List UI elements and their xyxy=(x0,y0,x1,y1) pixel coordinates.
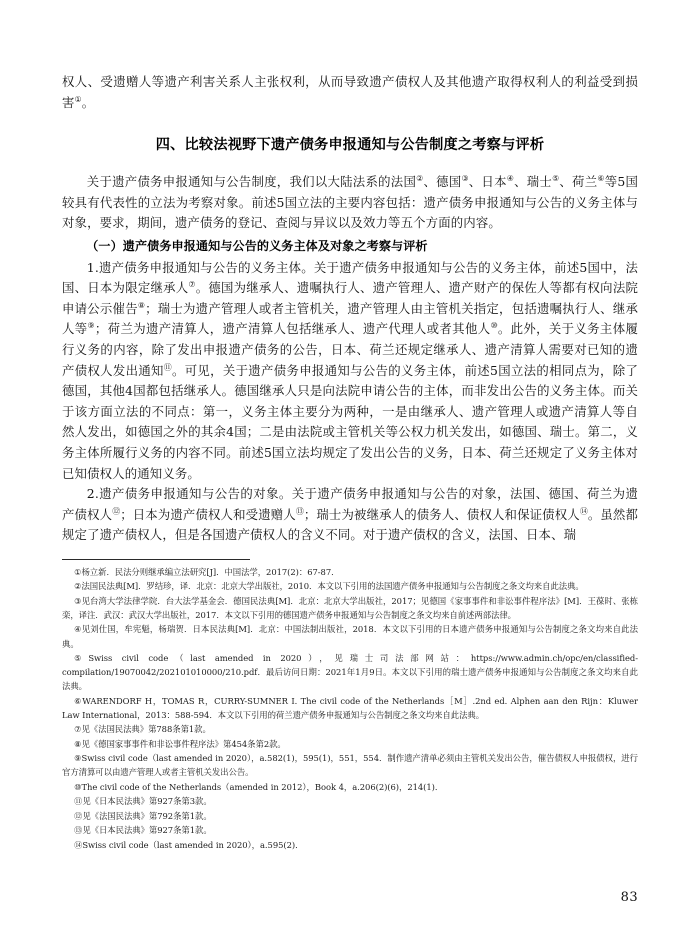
footnote-ref-1: ① xyxy=(74,94,82,104)
footnote-marker: ② xyxy=(74,581,82,592)
paragraph-obligated-subject xyxy=(62,258,638,485)
paragraph-3-part-b: ；日本为遗产债权人和受遗赠人 xyxy=(120,506,296,522)
footnote-marker: ⑦ xyxy=(74,724,82,735)
footnote-text: 见《日本民法典》第927条第1款。 xyxy=(82,825,212,836)
footnote-text: Swiss civil code（last amended in 2020），a.582(1)，595(1)，551，554．制作遗产清单必须由主管机关发出公告，催告债权人申报债权，进行官方清算可以由遗产管理人或者主管机关发出公告。 xyxy=(62,753,638,778)
footnote-ref-13: ⑬ xyxy=(295,506,304,516)
footnote-ref-11: ⑪ xyxy=(163,362,172,372)
carryover-paragraph-text: 权人、受遗赠人等遗产利害关系人主张权利，从而导致遗产债权人及其他遗产取得权利人的利益受到损害 xyxy=(62,74,638,110)
footnote-text: 法国民法典[M]．罗结珍，译．北京：北京大学出版社，2010．本文以下引用的法国遗产债务申报通知与公告制度之条文均来自此法典。 xyxy=(81,581,584,592)
paragraph-intro-part-a: 关于遗产债务申报通知与公告制度，我们以大陆法系的法国 xyxy=(86,174,417,190)
subsection-heading-1: （一）遗产债务申报通知与公告的义务主体及对象之考察与评析 xyxy=(86,238,428,253)
footnote-text: 见刘仕国，牟宪魁，杨瑞贺．日本民法典[M]．北京：中国法制出版社，2018．本文以下引用的日本遗产债务申报通知与公告制度之条文均来自此法典。 xyxy=(62,624,638,649)
footnote-item xyxy=(62,594,638,622)
footnote-item xyxy=(62,780,638,794)
footnote-marker: ④ xyxy=(74,624,82,635)
footnote-text: 见《日本民法典》第927条第3款。 xyxy=(82,796,212,807)
section-heading: 四、比较法视野下遗产债务申报通知与公告制度之考察与评析 xyxy=(155,137,545,154)
footnote-item xyxy=(62,651,638,693)
footnote-marker: ⑭ xyxy=(74,839,83,850)
paragraph-intro xyxy=(62,172,638,234)
footnote-item xyxy=(62,694,638,722)
carryover-paragraph xyxy=(62,72,638,113)
paragraph-2-part-a: 1.遗产债务申报通知与公告的义务主体。关于遗产债务申报通知与公告的义务主体，前述5国中，法国、日本为限定继承人 xyxy=(62,259,638,296)
footnote-item xyxy=(62,722,638,736)
footnote-ref-5: ⑤ xyxy=(552,174,560,184)
footnote-list xyxy=(62,565,638,852)
footnote-item xyxy=(62,565,638,579)
footnote-marker: ⑬ xyxy=(74,825,83,836)
paragraph-3-part-a: 2.遗产债务申报通知与公告的对象。关于遗产债务申报通知与公告的对象，法国、德国、荷兰为遗产债权人 xyxy=(62,486,638,522)
footnote-ref-6: ⑥ xyxy=(597,174,605,184)
footnote-ref-12: ⑫ xyxy=(112,506,121,516)
footnote-text: 见《法国民法典》第788条第1款。 xyxy=(81,724,211,735)
footnote-text: 见《法国民法典》第792条第1款。 xyxy=(82,810,212,821)
footnote-text: 见《德国家事事件和非讼事件程序法》第454条第2款。 xyxy=(81,738,286,749)
footnote-text: Swiss civil code（last amended in 2020），见瑞士司法部网站：https://www.admin.ch/opc/en/classified-compilation/19070042/202101010000/210.pdf．最后访问日期：2021年1月9日。本文以下引用的瑞士遗产债务申报通知与公告制度之条文均来自此法典。 xyxy=(62,653,638,692)
footnote-text: 见台湾大学法律学院．台大法学基金会．德国民法典[M]．北京：北京大学出版社，2017；见德国《家事事件和非讼事件程序法》[M]．王葆时、张栋栾，译注．武汉：武汉大学出版社，2017．本文以下引用的德国遗产债务申报通知与公告制度之条文均来自前述两部法律。 xyxy=(62,595,638,620)
footnote-ref-7: ⑦ xyxy=(188,280,196,290)
footnote-item xyxy=(62,751,638,779)
footnote-marker: ⑫ xyxy=(74,810,83,821)
page-number: 83 xyxy=(620,890,638,905)
paragraph-2-part-c: ；瑞士为遗产管理人或者主管机关，遗产管理人由主管机关指定，包括遗嘱执行人、继承人等 xyxy=(62,300,638,337)
paragraph-intro-part-e: 、荷兰 xyxy=(559,174,598,190)
paragraph-intro-part-d: 、瑞士 xyxy=(514,174,553,190)
footnote-marker: ⑨ xyxy=(74,753,82,764)
footnote-ref-10: ⑩ xyxy=(490,321,498,331)
footnote-item xyxy=(62,794,638,808)
footnote-marker: ⑤ xyxy=(74,653,89,663)
paragraph-2-part-e: 。此外，关于义务主体履行义务的内容，除了发出申报遗产债务的公告，日本、荷兰还规定继承人、遗产清算人需要对已知的遗产债权人发出通知 xyxy=(62,321,638,378)
paragraph-notice-object xyxy=(62,484,638,546)
footnote-text: The civil code of the Netherlands（amended in 2012），Book 4，a.206(2)(6)，214(1)． xyxy=(81,781,444,792)
footnote-divider xyxy=(62,559,250,560)
paragraph-intro-part-b: 、德国 xyxy=(423,174,462,190)
footnote-marker: ⑧ xyxy=(74,738,82,749)
paragraph-intro-part-c: 、日本 xyxy=(468,174,507,190)
footnote-text: Swiss civil code（last amended in 2020），a.595(2)． xyxy=(82,839,304,850)
footnote-item xyxy=(62,737,638,751)
paragraph-2-part-d: ；荷兰为遗产清算人，遗产清算人包括继承人、遗产代理人或者其他人 xyxy=(94,321,491,337)
footnote-ref-2: ② xyxy=(416,174,424,184)
footnote-text: WARENDORF H，TOMAS R，CURRY-SUMNER I. The civil code of the Netherlands［M］.2nd ed. Alphen aan den Rijn：Kluwer Law International，2013：588-594．本文以下引用的荷兰遗产债务申报通知与公告制度之条文均来自此法典。 xyxy=(62,695,638,720)
footnote-marker: ⑥ xyxy=(74,695,83,706)
footnote-ref-14: ⑭ xyxy=(579,506,588,516)
footnote-ref-8: ⑧ xyxy=(137,300,146,310)
footnote-marker: ① xyxy=(74,566,82,577)
footnote-ref-3: ③ xyxy=(461,174,469,184)
footnote-item xyxy=(62,809,638,823)
footnote-item xyxy=(62,823,638,837)
footnote-item xyxy=(62,622,638,650)
paragraph-2-part-f: 。可见，关于遗产债务申报通知与公告的义务主体，前述5国立法的相同点为，除了德国，其他4国都包括继承人。德国继承人只是向法院申请公告的主体，而非发出公告的义务主体。而关于该方面立法的不同点：第一，义务主体主要分为两种，一是由继承人、遗产管理人或遗产清算人等自然人发出，如德国之外的其余4国；二是由法院或主管机关等公权力机关发出，如德国、瑞士。第二，义务主体所履行义务的内容不同。前述5国立法均规定了发出公告的义务，日本、荷兰还规定了义务主体对已知债权人的通知义务。 xyxy=(62,362,639,481)
footnote-ref-4: ④ xyxy=(506,174,515,184)
footnote-item xyxy=(62,579,638,593)
paragraph-3-part-d: 。虽然都规定了遗产债权人，但是各国遗产债权人的含义不同。对于遗产债权的含义，法国、日本、瑞 xyxy=(62,506,639,543)
footnote-marker: ⑪ xyxy=(74,796,83,807)
footnote-ref-9: ⑨ xyxy=(87,321,95,331)
paragraph-3-part-c: ；瑞士为被继承人的债务人、债权人和保证债权人 xyxy=(303,506,580,522)
carryover-paragraph-end: 。 xyxy=(81,94,95,110)
paragraph-2-part-b: 。德国为继承人、遗嘱执行人、遗产管理人、遗产财产的保佐人等都有权向法院申请公示催告 xyxy=(62,280,639,316)
paragraph-intro-part-f: 等5国较具有代表性的立法为考察对象。前述5国立法的主要内容包括：遗产债务申报通知与公告的义务主体与对象，要求，期间，遗产债务的登记、查阅与异议以及效力等五个方面的内容。 xyxy=(62,174,639,231)
footnote-marker: ③ xyxy=(74,595,82,606)
footnote-item xyxy=(62,838,638,852)
footnote-text: 杨立新．民法分则继承编立法研究[J]．中国法学，2017(2)：67-87． xyxy=(81,566,340,577)
footnote-marker: ⑩ xyxy=(74,781,82,792)
